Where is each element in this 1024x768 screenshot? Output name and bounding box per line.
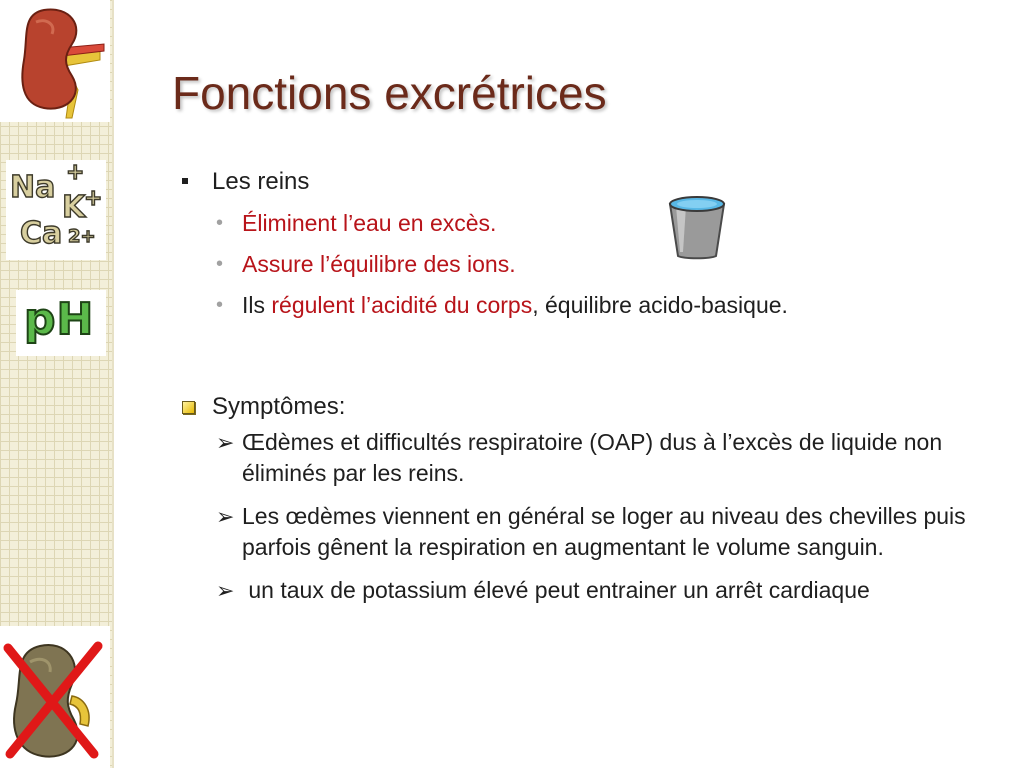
na-label: Na — [10, 170, 56, 205]
na-charge: + — [66, 160, 85, 185]
dot-bullet-icon: • — [216, 294, 224, 316]
dot-bullet-icon: • — [216, 212, 224, 234]
ca-charge: 2+ — [68, 226, 96, 247]
arrow-bullet-icon: ➢ — [216, 430, 235, 455]
ions-icon — [6, 160, 106, 260]
ph-tile — [16, 290, 106, 356]
list-item — [180, 249, 990, 280]
list-item — [180, 501, 990, 563]
ph-icon: pH — [24, 294, 95, 345]
square-bullet-icon — [182, 178, 188, 184]
k-label: K — [62, 190, 86, 225]
checkbox-bullet-icon — [182, 401, 195, 414]
list-item — [180, 575, 990, 606]
item-text-post: , équilibre acido-basique. — [532, 292, 788, 318]
slide-title: Fonctions excrétrices — [172, 67, 607, 119]
slide-content — [180, 166, 990, 606]
bullet-symptomes — [180, 391, 990, 423]
k-charge: + — [84, 186, 103, 211]
item-text-red: régulent l’acidité du corps — [271, 292, 533, 318]
section1-heading: Les reins — [212, 168, 310, 195]
list-item — [180, 427, 990, 489]
crossed-kidney-tile — [0, 626, 110, 768]
symptom-text: un taux de potassium élevé peut entrainer un arrêt cardiaque — [242, 577, 870, 603]
crossed-kidney-icon — [0, 626, 110, 768]
symptom-text: Œdèmes et difficultés respiratoire (OAP) dus à l’excès de liquide non éliminés par les reins. — [242, 429, 943, 486]
arrow-bullet-icon: ➢ — [216, 504, 235, 529]
bullet-les-reins — [180, 166, 990, 198]
kidney-tile — [0, 0, 110, 122]
section2-heading: Symptômes: — [212, 393, 346, 420]
ca-label: Ca — [20, 216, 63, 251]
item-text-red: Éliminent l’eau en excès. — [242, 210, 497, 236]
ions-tile — [6, 160, 106, 260]
item-text-pre: Ils — [242, 292, 272, 318]
sidebar — [0, 0, 114, 768]
kidney-icon — [0, 0, 110, 122]
arrow-bullet-icon: ➢ — [216, 578, 235, 603]
item-text-red: Assure l’équilibre des ions. — [242, 251, 516, 277]
list-item — [180, 290, 990, 321]
dot-bullet-icon: • — [216, 253, 224, 275]
list-item — [180, 208, 990, 239]
symptom-text: Les œdèmes viennent en général se loger au niveau des chevilles puis parfois gênent la respiration en augmentant le volume sanguin. — [242, 503, 966, 560]
